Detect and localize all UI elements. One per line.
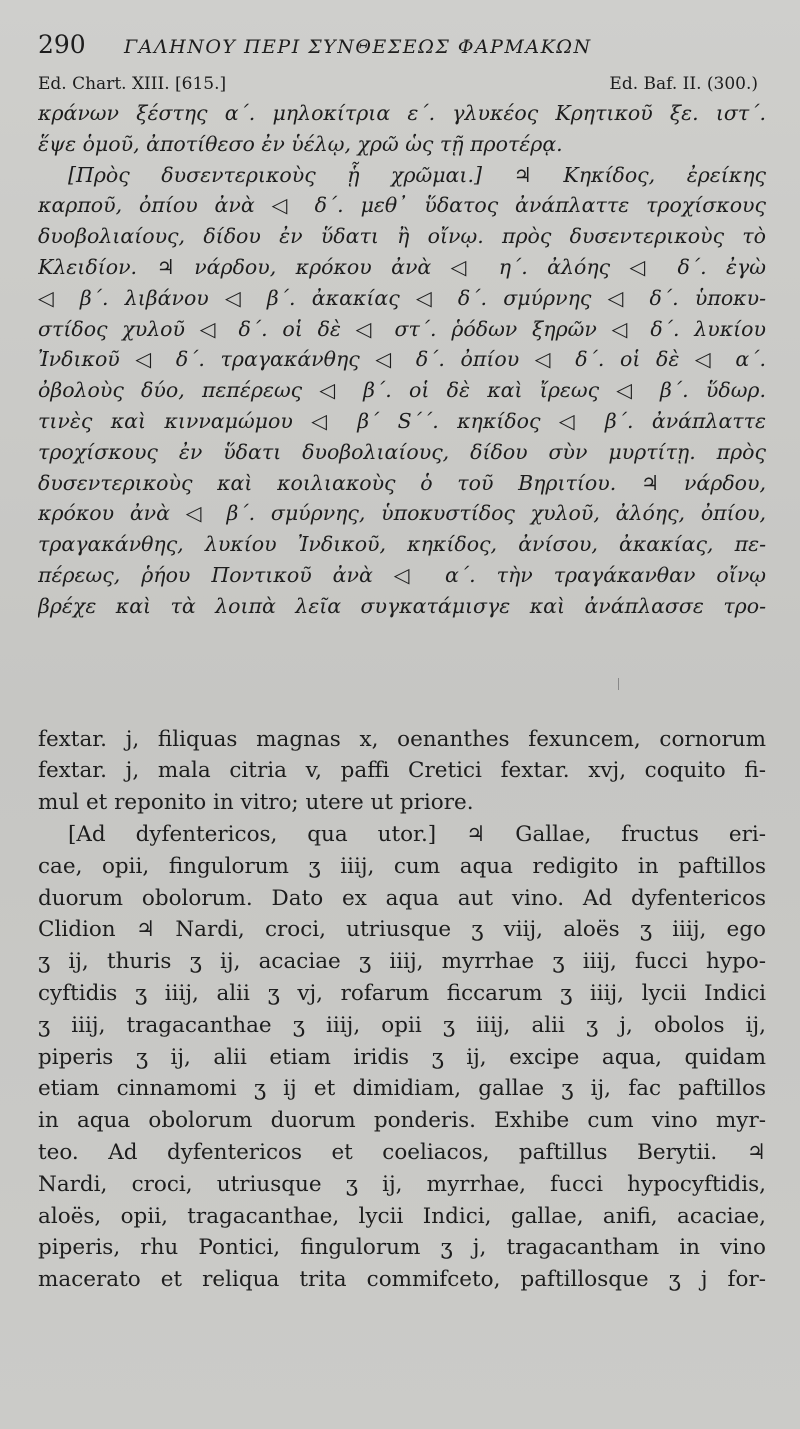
latin-text-line: teo. Ad dyfentericos et coeliacos, paftillus Berytii. ♃ [38, 1139, 766, 1165]
greek-text-line: δυοβολιαίους, δίδου ἐν ὕδατι ἢ οἴνῳ. πρὸς δυσεντερικοὺς τὸ [38, 224, 766, 249]
greek-text-line: Ἰνδικοῦ ◁ δ΄. τραγακάνθης ◁ δ΄. ὀπίου ◁ δ΄. οἱ δὲ ◁ α΄. [38, 347, 766, 372]
running-head [38, 30, 766, 64]
greek-text-line: τινὲς καὶ κινναμώμου ◁ β΄ S΄΄. κηκίδος ◁ β΄. ἀνάπλαττε [38, 408, 766, 433]
latin-text-line: Clidion ♃ Nardi, croci, utriusque ʒ viij, aloës ʒ iiij, ego [38, 917, 766, 943]
greek-text-line: βρέχε καὶ τὰ λοιπὰ λεῖα συγκατάμισγε καὶ ἀνάπλασσε τρο- [38, 593, 766, 618]
greek-text-line: [Πρὸς δυσεντερικοὺς ᾗ χρῶμαι.] ♃ Κηκίδος, ἐρείκης [68, 162, 766, 187]
stray-print-mark [618, 678, 619, 690]
latin-text-line: cae, opii, fingulorum ʒ iiij, cum aqua redigito in paftillos [38, 853, 766, 879]
latin-text-line: [Ad dyfentericos, qua utor.] ♃ Gallae, fructus eri- [68, 821, 766, 847]
latin-text-line: ʒ iiij, tragacanthae ʒ iiij, opii ʒ iiij, alii ʒ j, obolos ij, [38, 1012, 766, 1038]
edition-basel-reference: Ed. Baf. II. (300.) [609, 74, 758, 94]
running-title: ΓΑΛΗΝΟΥ ΠΕΡΙ ΣΥΝΘΕΣΕΩΣ ΦΑΡΜΑΚΩΝ [124, 36, 592, 58]
latin-text-line: ʒ ij, thuris ʒ ij, acaciae ʒ iiij, myrrhae ʒ iiij, fucci hypo- [38, 949, 766, 975]
greek-text-line: καρποῦ, ὀπίου ἀνὰ ◁ δ΄. μεθ᾽ ὕδατος ἀνάπλαττε τροχίσκους [38, 193, 766, 218]
greek-text-line: στίδος χυλοῦ ◁ δ΄. οἱ δὲ ◁ στ΄. ῥόδων ξηρῶν ◁ δ΄. λυκίου [38, 316, 766, 341]
page-number: 290 [38, 30, 86, 59]
edition-chartier-reference: Ed. Chart. XIII. [615.] [38, 74, 227, 94]
latin-text-line: aloës, opii, tragacanthae, lycii Indici, gallae, anifi, acaciae, [38, 1203, 766, 1229]
latin-text-line: in aqua obolorum duorum ponderis. Exhibe cum vino myr- [38, 1108, 766, 1134]
greek-text-line: τροχίσκους ἐν ὕδατι δυοβολιαίους, δίδου σὺν μυρτίτῃ. πρὸς [38, 439, 766, 464]
latin-text-line: piperis, rhu Pontici, fingulorum ʒ j, tragacantham in vino [38, 1235, 766, 1261]
latin-text-line: piperis ʒ ij, alii etiam iridis ʒ ij, excipe aqua, quidam [38, 1044, 766, 1070]
greek-text-block [38, 98, 766, 622]
column-separator-gap [38, 622, 766, 724]
latin-text-block [38, 724, 766, 1296]
latin-text-line: cyftidis ʒ iiij, alii ʒ vj, rofarum ficcarum ʒ iiij, lycii Indici [38, 980, 766, 1006]
edition-reference-line [38, 74, 766, 98]
greek-text-line: ἕψε ὁμοῦ, ἀποτίθεσο ἐν ὑέλῳ, χρῶ ὡς τῇ προτέρᾳ. [38, 131, 563, 156]
greek-text-line: κράνων ξέστης α΄. μηλοκίτρια ε΄. γλυκέος Κρητικοῦ ξε. ιστ΄. [38, 101, 766, 125]
latin-text-line: duorum obolorum. Dato ex aqua aut vino. Ad dyfentericos [38, 885, 766, 911]
greek-text-line: δυσεντερικοὺς καὶ κοιλιακοὺς ὁ τοῦ Βηριτίου. ♃ νάρδου, [38, 470, 766, 495]
greek-text-line: πέρεως, ῥήου Ποντικοῦ ἀνὰ ◁ α΄. τὴν τραγάκανθαν οἴνῳ [38, 562, 766, 587]
greek-text-line: τραγακάνθης, λυκίου Ἰνδικοῦ, κηκίδος, ἀνίσου, ἀκακίας, πε- [38, 532, 766, 557]
latin-text-line: mul et reponito in vitro; utere ut priore. [38, 790, 474, 816]
greek-text-line: ◁ β΄. λιβάνου ◁ β΄. ἀκακίας ◁ δ΄. σμύρνης ◁ δ΄. ὑποκυ- [38, 285, 766, 310]
greek-text-line: κρόκου ἀνὰ ◁ β΄. σμύρνης, ὑποκυστίδος χυλοῦ, ἀλόης, ὀπίου, [38, 501, 766, 526]
latin-text-line: etiam cinnamomi ʒ ij et dimidiam, gallae ʒ ij, fac paftillos [38, 1076, 766, 1102]
greek-text-line: Κλειδίον. ♃ νάρδου, κρόκου ἀνὰ ◁ η΄. ἀλόης ◁ δ΄. ἐγὼ [38, 254, 766, 279]
greek-text-line: ὀβολοὺς δύο, πεπέρεως ◁ β΄. οἱ δὲ καὶ ἴρεως ◁ β΄. ὕδωρ. [38, 378, 766, 403]
latin-text-line: fextar. j, mala citria v, paffi Cretici fextar. xvj, coquito fi- [38, 758, 766, 784]
latin-text-line: macerato et reliqua trita commifceto, paftillosque ʒ j for- [38, 1267, 766, 1293]
latin-text-line: fextar. j, filiquas magnas x, oenanthes fexuncem, cornorum [38, 726, 766, 752]
latin-text-line: Nardi, croci, utriusque ʒ ij, myrrhae, fucci hypocyftidis, [38, 1171, 766, 1197]
